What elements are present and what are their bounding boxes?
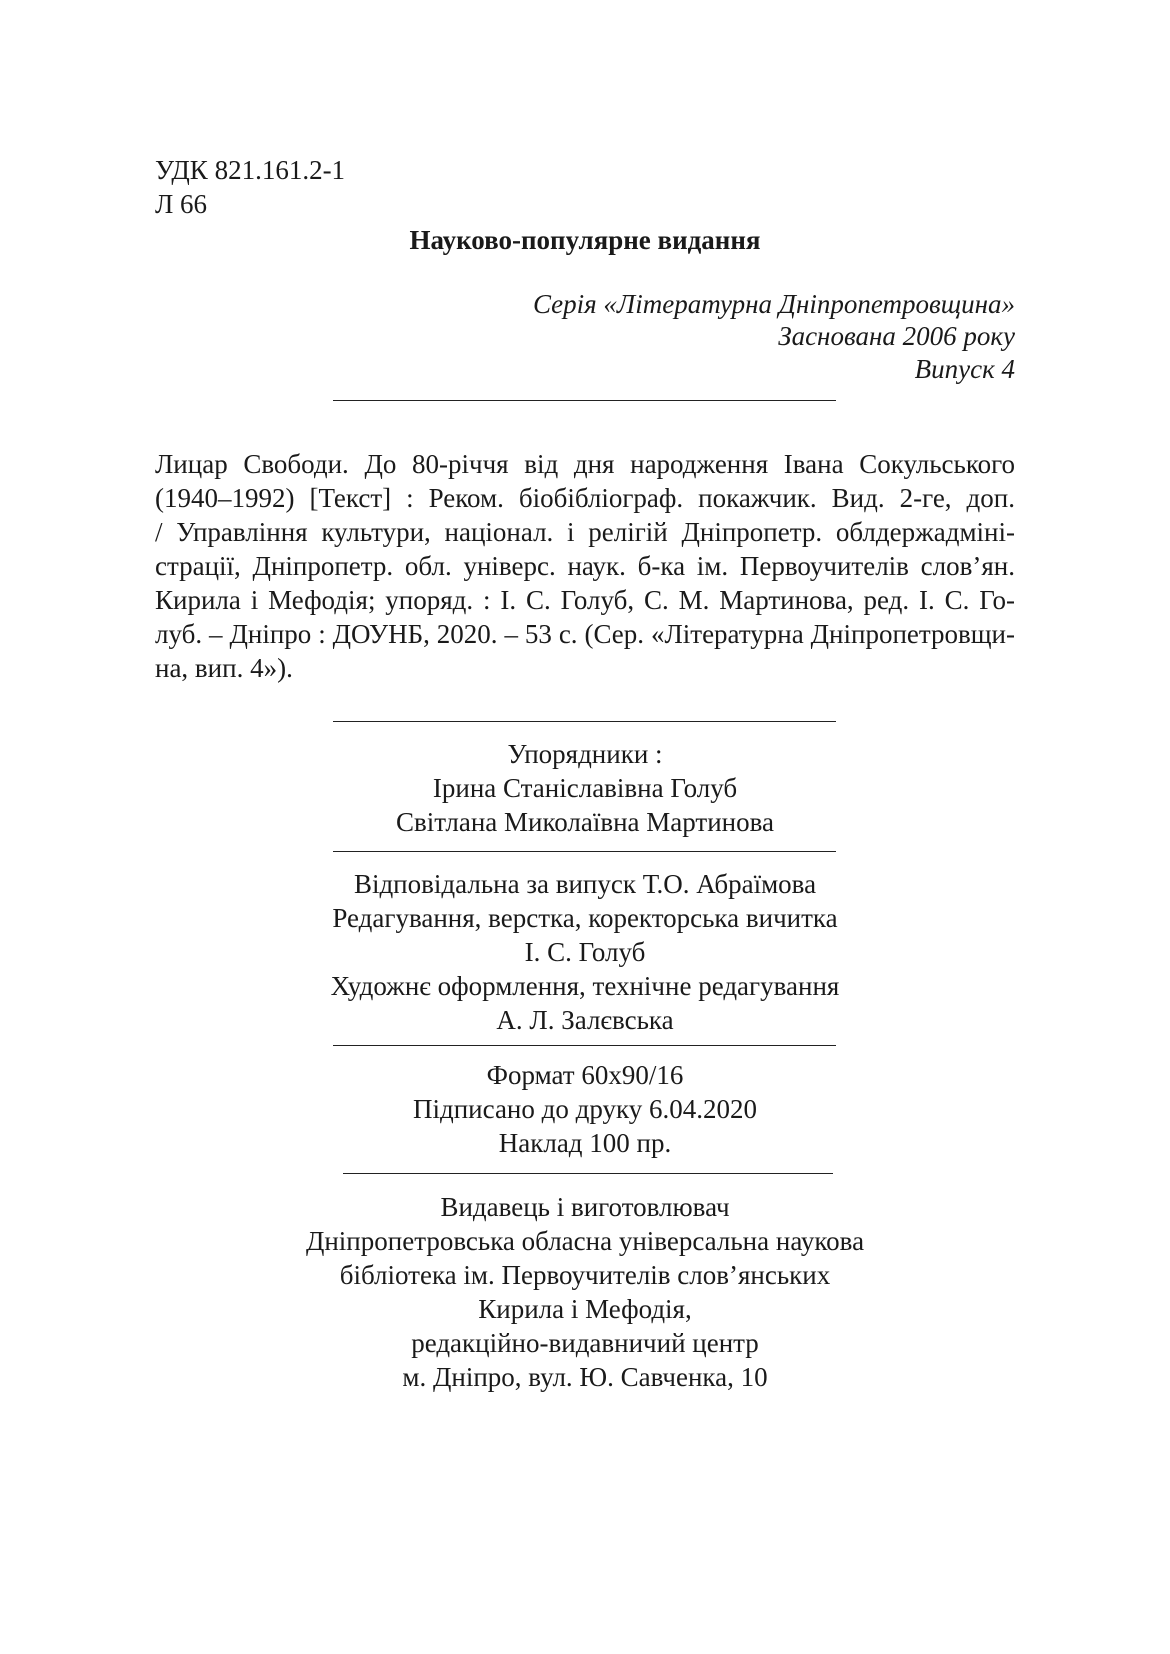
compiler-name: Ірина Станіславівна Голуб xyxy=(432,773,738,803)
udk-code: УДК 821.161.2-1 xyxy=(155,155,346,185)
publisher-line: Кирила і Мефодія, xyxy=(478,1294,692,1324)
divider xyxy=(343,1173,833,1174)
divider xyxy=(333,851,836,852)
edition-type: Науково-популярне видання xyxy=(409,225,761,255)
description-line: луб. – Дніпро : ДОУНБ, 2020. – 53 с. (Сер. «Літературна Дніпропетровщи- xyxy=(155,619,1015,649)
publisher-line: Дніпропетровська обласна універсальна наукова xyxy=(305,1226,865,1256)
credit-line: Відповідальна за випуск Т.О. Абраїмова xyxy=(353,869,817,899)
print-signed-date: Підписано до друку 6.04.2020 xyxy=(413,1094,757,1124)
print-run: Наклад 100 пр. xyxy=(498,1128,672,1158)
compiler-name: Світлана Миколаївна Мартинова xyxy=(396,807,774,837)
publisher-line: Видавець і виготовлювач xyxy=(440,1192,730,1222)
credit-line: Редагування, верстка, коректорська вичитка xyxy=(332,903,838,933)
credit-line: Художнє оформлення, технічне редагування xyxy=(330,971,840,1001)
publisher-line: бібліотека ім. Первоучителів слов’янських xyxy=(339,1260,831,1290)
bibliographic-description xyxy=(155,447,1015,685)
series-founded: Заснована 2006 року xyxy=(778,321,1015,351)
series-issue: Випуск 4 xyxy=(914,354,1015,384)
description-line: Лицар Свободи. До 80-річчя від дня народження Івана Сокульського xyxy=(155,449,1015,479)
print-format: Формат 60х90/16 xyxy=(486,1060,684,1090)
series-name: Серія «Літературна Дніпропетровщина» xyxy=(532,289,1015,319)
publisher-address: м. Дніпро, вул. Ю. Савченка, 10 xyxy=(402,1362,768,1392)
description-line: Кирила і Мефодія; упоряд. : І. С. Голуб, С. М. Мартинова, ред. І. С. Го- xyxy=(155,585,1015,615)
description-line: (1940–1992) [Текст] : Реком. біобібліограф. покажчик. Вид. 2-ге, доп. xyxy=(155,483,1015,513)
description-line: страції, Дніпропетр. обл. універс. наук. б-ка ім. Первоучителів слов’ян. xyxy=(155,551,1015,581)
divider xyxy=(333,721,836,722)
compilers-heading: Упорядники : xyxy=(507,739,663,769)
publisher-line: редакційно-видавничий центр xyxy=(411,1328,759,1358)
description-line: / Управління культури, націонал. і релігій Дніпропетр. облдержадміні- xyxy=(155,517,1015,547)
credit-line: І. С. Голуб xyxy=(524,937,646,967)
description-line: на, вип. 4»). xyxy=(155,653,293,683)
credit-line: А. Л. Залєвська xyxy=(496,1005,674,1035)
divider xyxy=(333,400,836,401)
author-mark: Л 66 xyxy=(155,189,208,219)
divider xyxy=(333,1045,836,1046)
